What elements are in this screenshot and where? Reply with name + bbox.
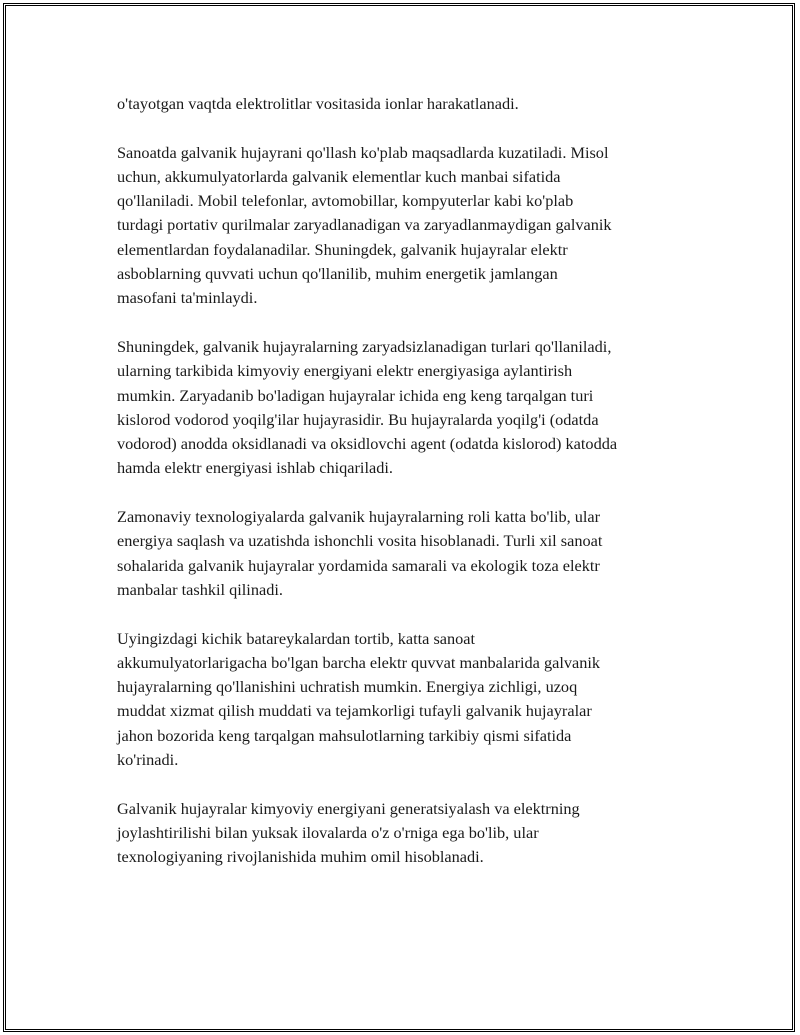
paragraph-2: Sanoatda galvanik hujayrani qo'llash ko'plab maqsadlarda kuzatiladi. Misol uchun, akkumulyatorlarda galvanik elementlar kuch manbai sifatida qo'llaniladi. Mobil telefonlar, avtomobillar, kompyuterlar kabi ko'plab turdagi portativ qurilmalar zaryadlanadigan va zaryadlanmaydigan galvanik elementlardan foydalanadilar. Shuningdek, galvanik hujayralar elektr asboblarning quvvati uchun qo'llanilib, muhim energetik jamlangan masofani ta'minlaydi. bbox=[117, 142, 612, 308]
paragraph-3: Shuningdek, galvanik hujayralarning zaryadsizlanadigan turlari qo'llaniladi, ularning tarkibida kimyoviy energiyani elektr energiyasiga aylantirish mumkin. Zaryadanib bo'ladigan hujayralar ichida eng keng tarqalgan turi kislorod vodorod yoqilg'ilar hujayrasidir. Bu hujayralarda yoqilg'i (odatda vodorod) anodda oksidlanadi va oksidlovchi agent (odatda kislorod) katodda hamda elektr energiyasi ishlab chiqariladi. bbox=[117, 336, 618, 478]
paragraph-1: o'tayotgan vaqtda elektrolitlar vositasida ionlar harakatlanadi. bbox=[117, 94, 519, 113]
paragraph-5: Uyingizdagi kichik batareykalardan tortib, katta sanoat akkumulyatorlarigacha bo'lgan barcha elektr quvvat manbalarida galvanik hujayralarning qo'llanishini uchratish mumkin. Energiya zichligi, uzoq muddat xizmat qilish muddati va tejamkorligi tufayli galvanik hujayralar jahon bozorida keng tarqalgan mahsulotlarning tarkibiy qismi sifatida ko'rinadi. bbox=[117, 628, 601, 770]
paragraph-4: Zamonaviy texnologiyalarda galvanik hujayralarning roli katta bo'lib, ular energiya saqlash va uzatishda ishonchli vosita hisoblanadi. Turli xil sanoat sohalarida galvanik hujayralar yordamida samarali va ekologik toza elektr manbalar tashkil qilinadi. bbox=[117, 507, 603, 599]
paragraph-6: Galvanik hujayralar kimyoviy energiyani generatsiyalash va elektrning joylashtirilishi bilan yuksak ilovalarda o'z o'rniga ega bo'lib, ular texnologiyaning rivojlanishida muhim omil hisoblanadi. bbox=[117, 798, 580, 867]
document-body bbox=[117, 92, 697, 894]
